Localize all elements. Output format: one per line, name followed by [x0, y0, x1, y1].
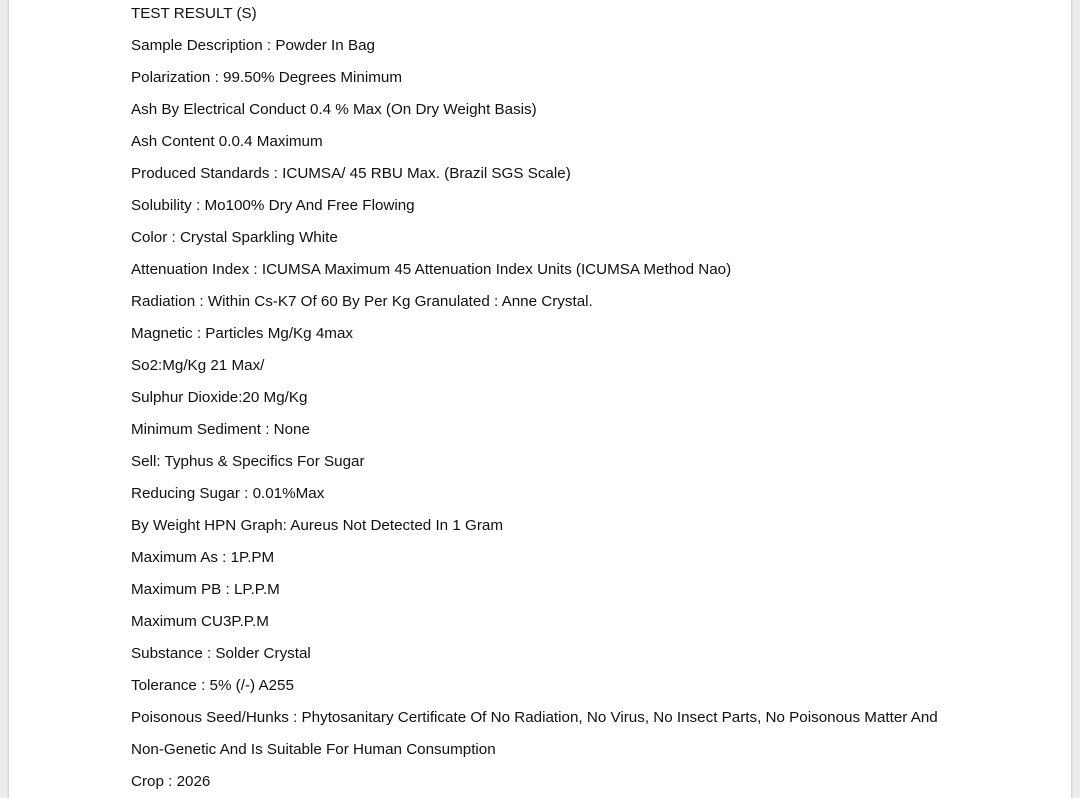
line-sell: Sell: Typhus & Specifics For Sugar [131, 453, 365, 470]
line-maximum-cu: Maximum CU3P.P.M [131, 613, 269, 630]
line-non-genetic: Non-Genetic And Is Suitable For Human Consumption [131, 741, 496, 758]
line-color: Color : Crystal Sparkling White [131, 229, 338, 246]
line-radiation: Radiation : Within Cs-K7 Of 60 By Per Kg Granulated : Anne Crystal. [131, 293, 593, 310]
line-by-weight-hpn: By Weight HPN Graph: Aureus Not Detected In 1 Gram [131, 517, 503, 534]
line-polarization: Polarization : 99.50% Degrees Minimum [131, 69, 402, 86]
line-sulphur-dioxide: Sulphur Dioxide:20 Mg/Kg [131, 389, 308, 406]
line-sample-description: Sample Description : Powder In Bag [131, 37, 375, 54]
line-substance: Substance : Solder Crystal [131, 645, 311, 662]
line-attenuation-index: Attenuation Index : ICUMSA Maximum 45 Attenuation Index Units (ICUMSA Method Nao) [131, 261, 732, 278]
line-maximum-as: Maximum As : 1P.PM [131, 549, 275, 566]
line-solubility: Solubility : Mo100% Dry And Free Flowing [131, 197, 415, 214]
line-maximum-pb: Maximum PB : LP.P.M [131, 581, 280, 598]
line-ash-content: Ash Content 0.0.4 Maximum [131, 133, 323, 150]
document-page [9, 0, 1071, 798]
line-ash-electrical: Ash By Electrical Conduct 0.4 % Max (On Dry Weight Basis) [131, 101, 537, 118]
line-crop: Crop : 2026 [131, 773, 211, 790]
line-reducing-sugar: Reducing Sugar : 0.01%Max [131, 485, 325, 502]
line-minimum-sediment: Minimum Sediment : None [131, 421, 310, 438]
heading-test-result: TEST RESULT (S) [131, 5, 257, 22]
line-tolerance: Tolerance : 5% (/-) A255 [131, 677, 294, 694]
line-produced-standards: Produced Standards : ICUMSA/ 45 RBU Max. (Brazil SGS Scale) [131, 165, 571, 182]
line-poisonous-seed: Poisonous Seed/Hunks : Phytosanitary Certificate Of No Radiation, No Virus, No Insect Parts, No Poisonous Matter And [131, 709, 938, 726]
line-magnetic: Magnetic : Particles Mg/Kg 4max [131, 325, 353, 342]
line-so2: So2:Mg/Kg 21 Max/ [131, 357, 265, 374]
